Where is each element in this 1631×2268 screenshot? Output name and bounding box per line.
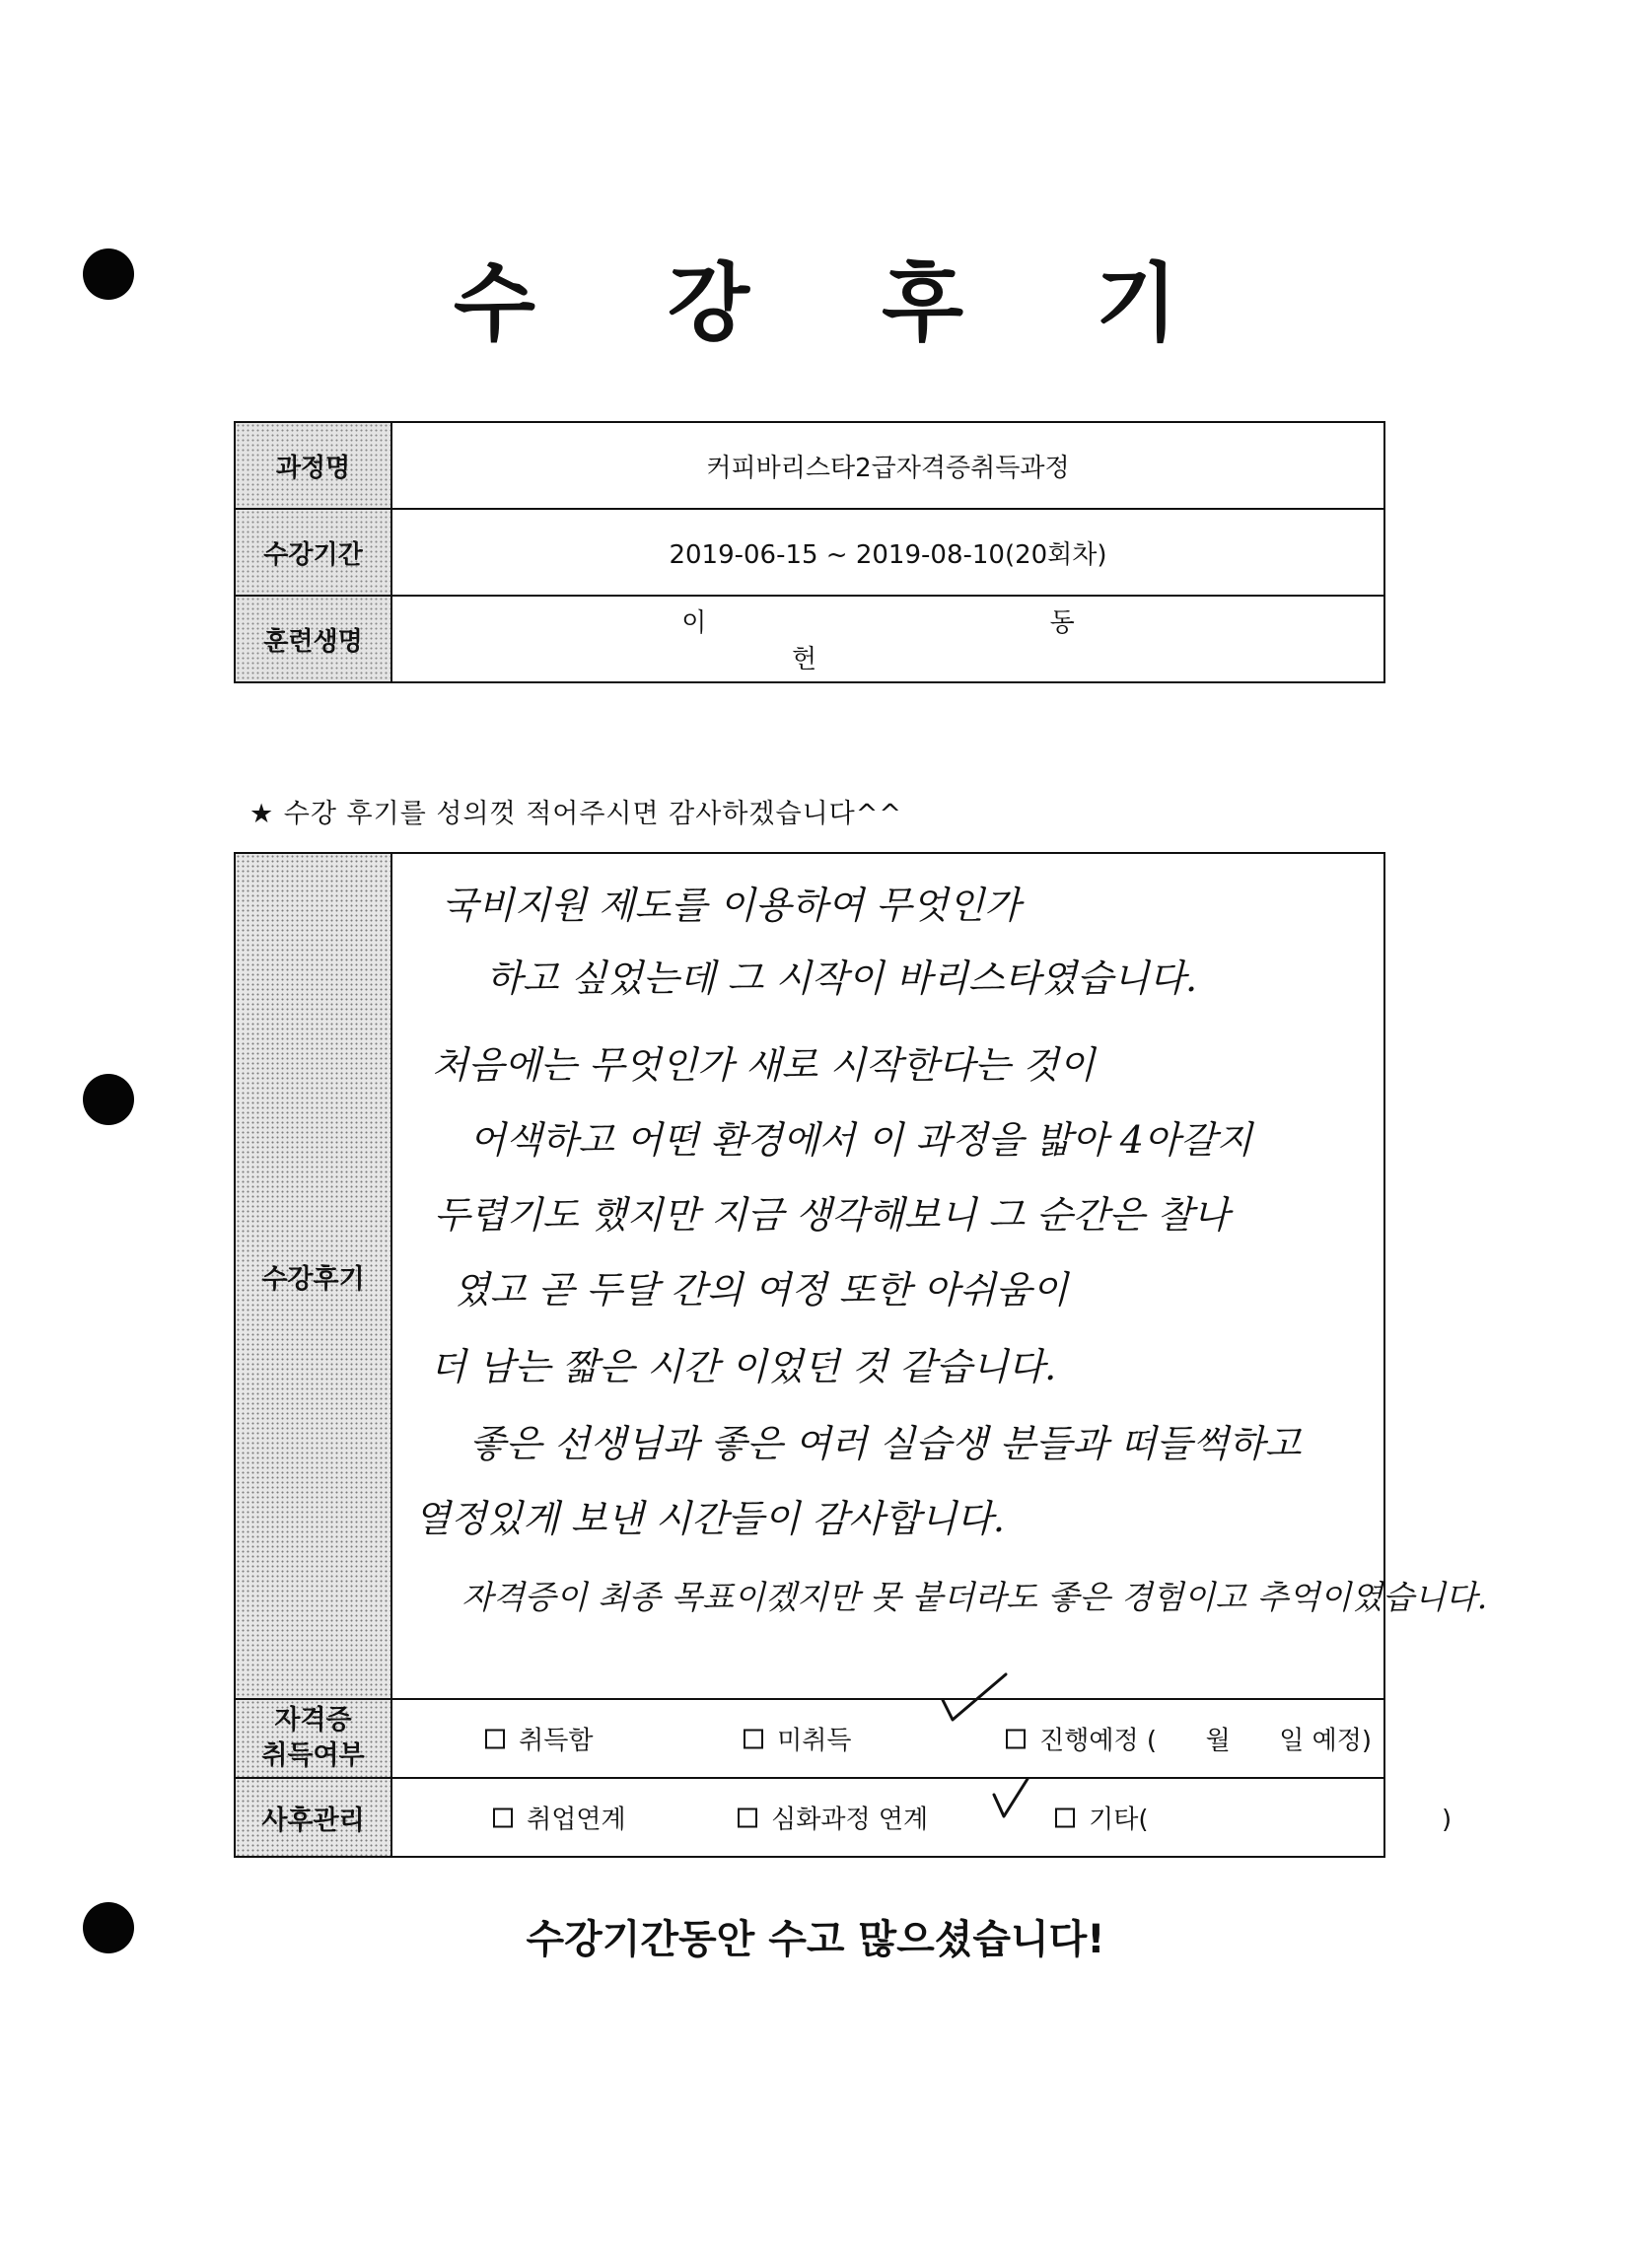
certificate-row	[235, 1699, 1384, 1778]
checkbox[interactable]	[738, 1807, 757, 1827]
option-label: 취득함	[519, 1726, 594, 1756]
review-line: 더 남는 짧은 시간 이었던 것 같습니다.	[430, 1345, 1057, 1388]
checkbox-checked[interactable]	[1006, 1729, 1026, 1748]
closing-message: 수강기간동안 수고 많으셨습니다!	[526, 1917, 1105, 1962]
trainee-label: 훈련생명	[235, 596, 391, 682]
review-line: 국비지원 제도를 이용하여 무엇인가	[442, 884, 1021, 927]
review-row	[235, 853, 1384, 1699]
aftercare-label: 사후관리	[235, 1778, 391, 1857]
review-content	[391, 853, 1488, 1699]
handwritten-check-icon	[939, 1670, 1010, 1724]
aftercare-options	[391, 1778, 1453, 1857]
option-label: 기타( )	[1089, 1805, 1453, 1835]
aftercare-option-other[interactable]	[990, 1770, 1452, 1866]
certificate-label-line2: 취득여부	[261, 1740, 365, 1771]
review-line: 하고 싶었는데 그 시작이 바리스타였습니다.	[486, 957, 1198, 1000]
checkbox[interactable]	[493, 1807, 513, 1827]
option-label: 심화과정 연계	[771, 1805, 929, 1835]
review-line: 어색하고 어떤 환경에서 이 과정을 밟아 4아갈지	[469, 1118, 1253, 1162]
course-label: 과정명	[235, 422, 391, 509]
course-value: 커피바리스타2급자격증취득과정	[391, 422, 1384, 509]
period-label: 수강기간	[235, 509, 391, 596]
review-line: 였고 곧 두달 간의 여정 또한 아쉬움이	[454, 1268, 1069, 1311]
handwritten-check-icon	[988, 1773, 1059, 1826]
certificate-options	[391, 1699, 1384, 1778]
page-title: 수 강 후 기	[453, 254, 1230, 353]
review-table	[234, 852, 1488, 1858]
option-label: 취업연계	[527, 1805, 626, 1835]
certificate-label	[235, 1699, 391, 1778]
review-line: 두렵기도 했지만 지금 생각해보니 그 순간은 찰나	[434, 1193, 1230, 1237]
review-line: 처음에는 무엇인가 새로 시작한다는 것이	[432, 1043, 1096, 1087]
review-line: 열정있게 보낸 시간들이 감사합니다.	[414, 1497, 1005, 1540]
review-line: 좋은 선생님과 좋은 여러 실습생 분들과 떠들썩하고	[469, 1422, 1302, 1465]
aftercare-option-advanced[interactable]	[673, 1770, 928, 1866]
punch-hole-middle	[83, 1074, 134, 1125]
aftercare-option-job[interactable]	[428, 1770, 626, 1866]
checkbox[interactable]	[485, 1729, 505, 1748]
course-row	[235, 422, 1384, 509]
trainee-row	[235, 596, 1384, 682]
review-line: 자격증이 최종 목표이겠지만 못 붙더라도 좋은 경험이고 추억이였습니다.	[461, 1578, 1488, 1616]
period-row	[235, 509, 1384, 596]
notice-text: ★ 수강 후기를 성의껏 적어주시면 감사하겠습니다^^	[249, 799, 903, 829]
checkbox[interactable]	[744, 1729, 763, 1748]
review-label: 수강후기	[235, 853, 391, 1699]
course-info-table	[234, 421, 1385, 683]
period-value: 2019-06-15 ~ 2019-08-10(20회차)	[391, 509, 1384, 596]
option-label: 진행예정 ( 월 일 예정)	[1039, 1726, 1373, 1756]
certificate-label-line1: 자격증	[274, 1705, 352, 1736]
option-label: 미취득	[777, 1726, 852, 1756]
trainee-name-handwritten: 이 동 헌	[391, 596, 1384, 682]
aftercare-row	[235, 1778, 1384, 1857]
